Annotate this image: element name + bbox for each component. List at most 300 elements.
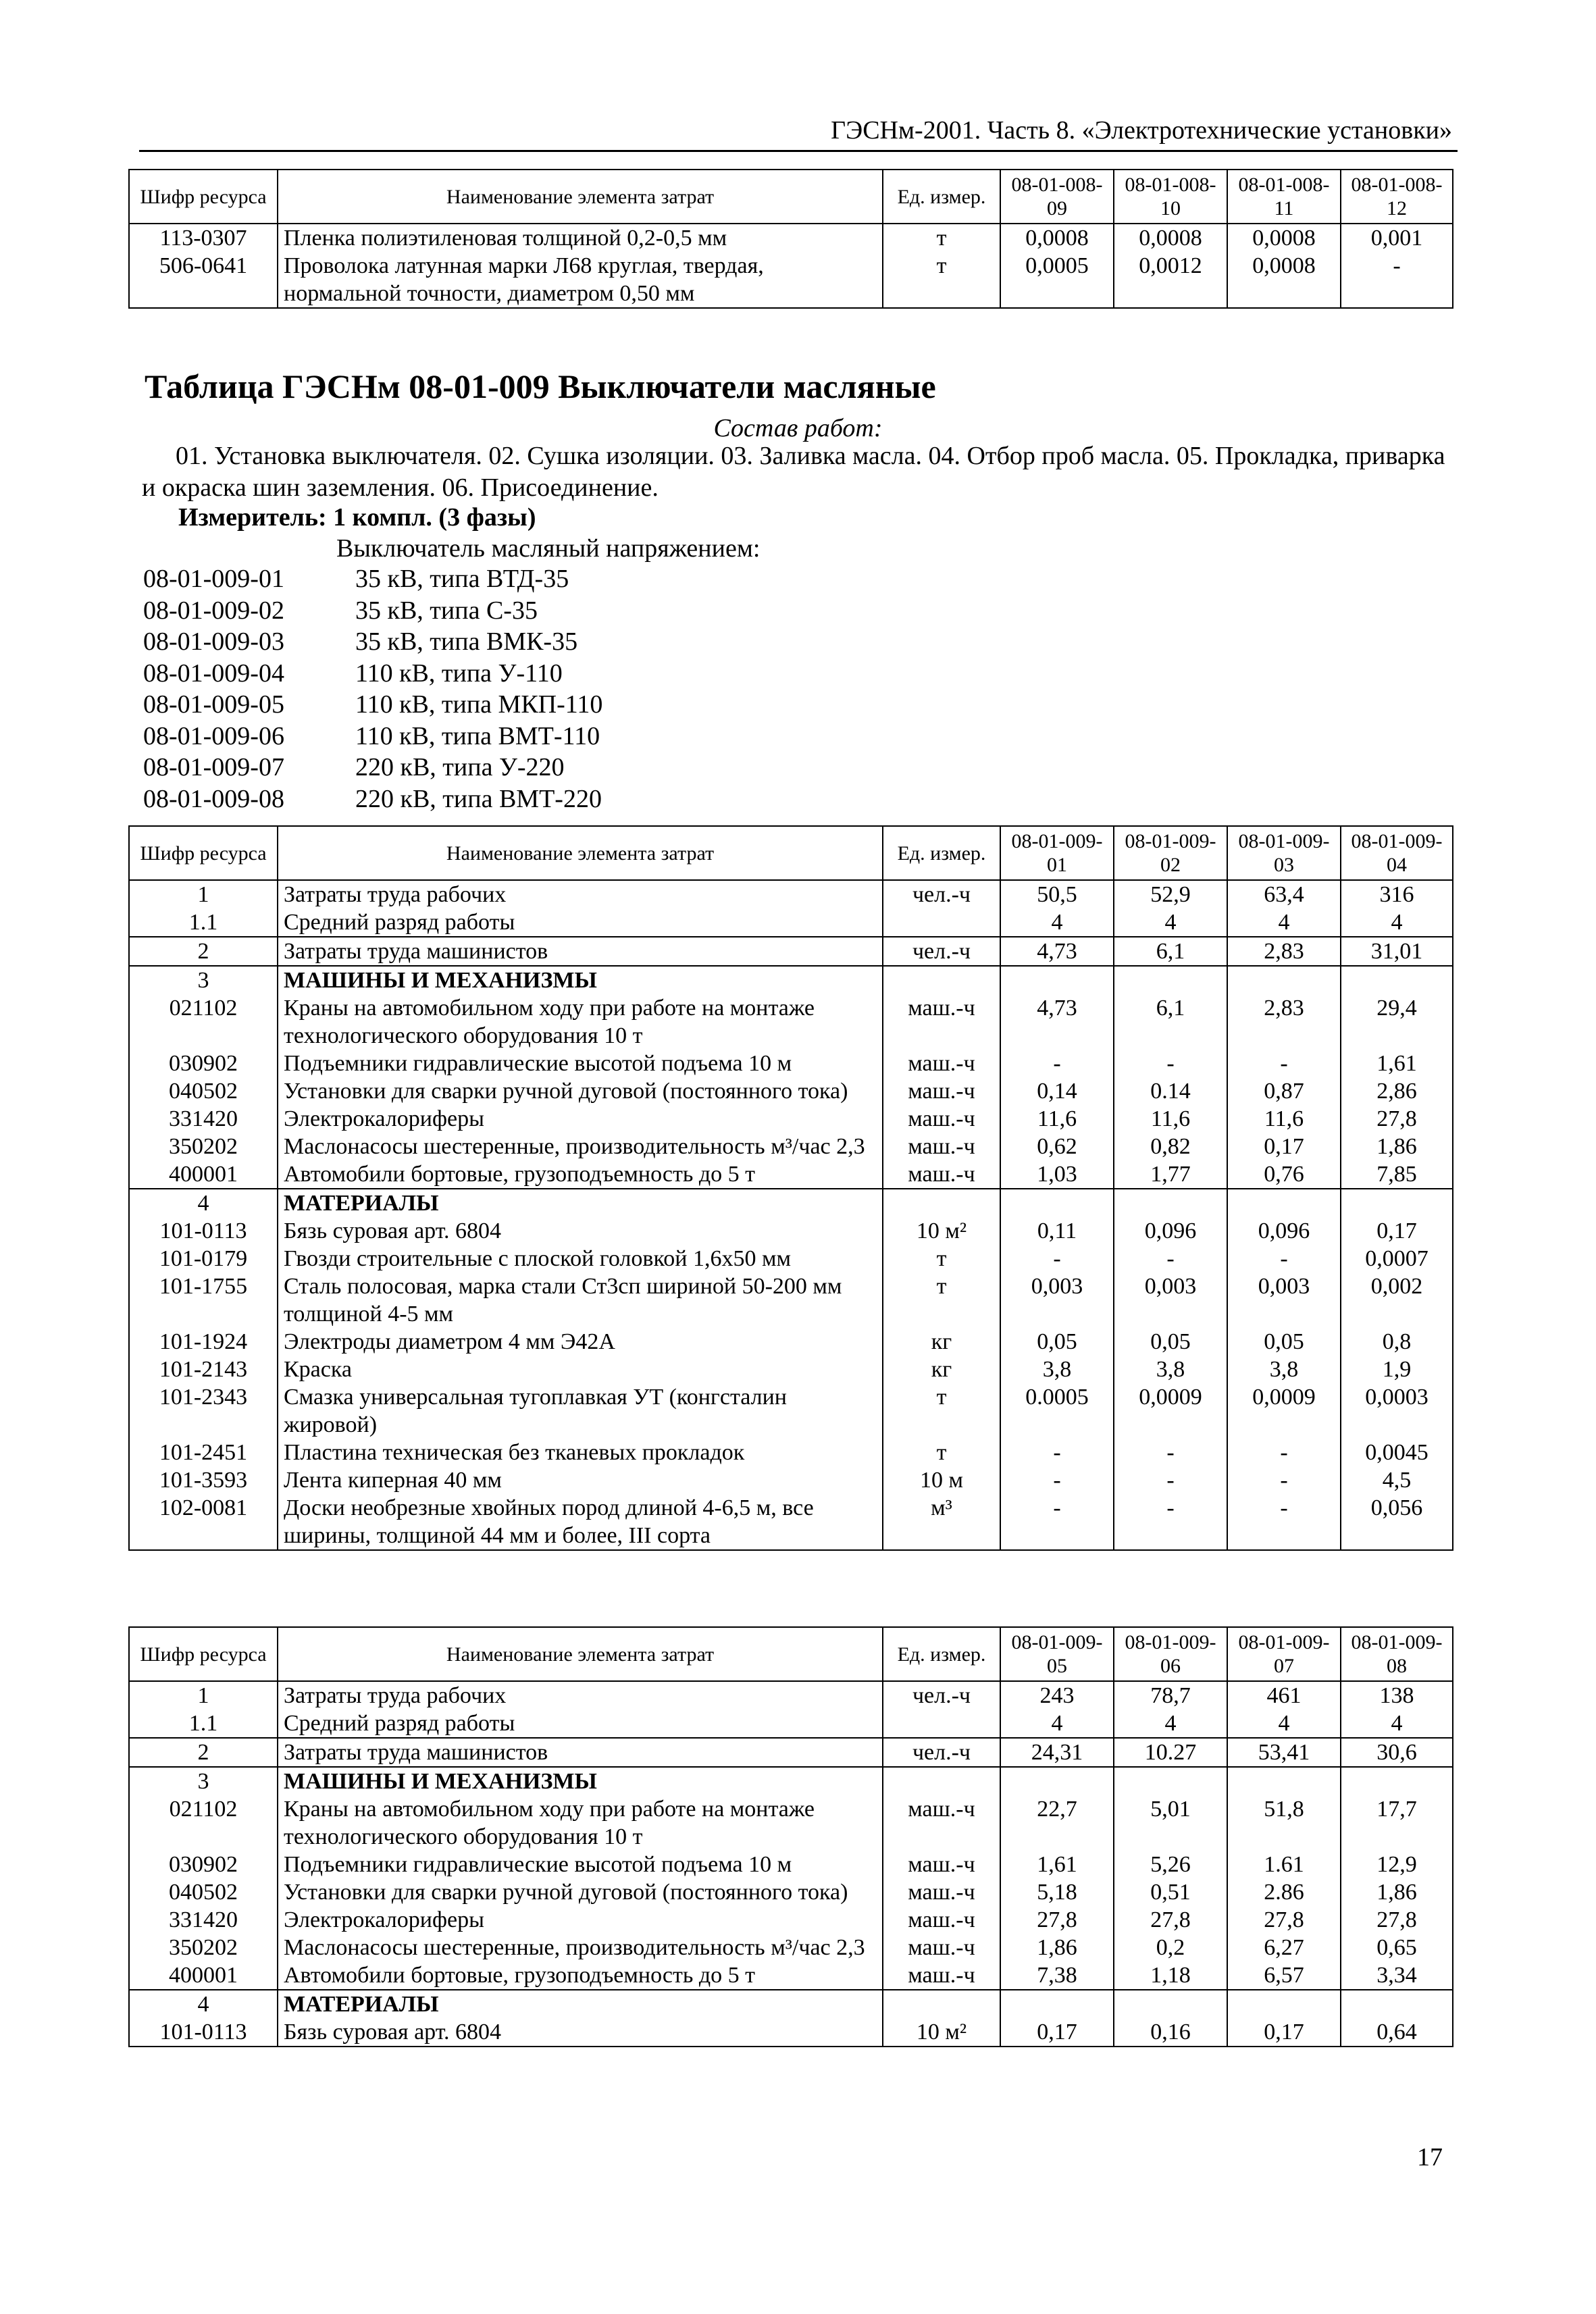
cell-value: 2,86 (1341, 1077, 1453, 1105)
work-composition-label: Состав работ: (713, 414, 883, 442)
header-row (129, 1627, 1453, 1681)
cell-value: - (1114, 1494, 1227, 1550)
cell-value: 22,7 (1000, 1795, 1114, 1851)
cell-value: 6,57 (1227, 1961, 1341, 1990)
cell-unit: маш.-ч (883, 1105, 1000, 1133)
table-row (129, 908, 1453, 937)
cell-name: Средний разряд работы (278, 908, 883, 937)
table-row (129, 1990, 1453, 2018)
cell-unit: маш.-ч (883, 1906, 1000, 1934)
cell-value: - (1114, 1439, 1227, 1466)
cell-value: 138 (1341, 1681, 1453, 1709)
cell-name: Смазка универсальная тугоплавкая УТ (конгсталин жировой) (278, 1383, 883, 1439)
cell-value: 1,9 (1341, 1356, 1453, 1383)
col-header-unit: Ед. измер. (883, 170, 1000, 224)
cell-value: 1,61 (1341, 1050, 1453, 1077)
cell-value: 0,82 (1114, 1133, 1227, 1160)
cell-code: 400001 (129, 1961, 278, 1990)
cell-value: - (1000, 1245, 1114, 1272)
cell-unit: чел.-ч (883, 1681, 1000, 1709)
cell-code: 113-0307 (129, 224, 278, 252)
table-row (129, 1189, 1453, 1217)
cell-code: 350202 (129, 1133, 278, 1160)
cell-unit: т (883, 252, 1000, 308)
variant-code: 08-01-009-05 (143, 690, 284, 719)
cell-code: 101-0179 (129, 1245, 278, 1272)
cell-unit: чел.-ч (883, 937, 1000, 966)
cell-unit (883, 1767, 1000, 1795)
col-header-norm-code: 08-01-009-01 (1000, 826, 1114, 880)
cell-value: - (1227, 1245, 1341, 1272)
cell-value (1227, 1767, 1341, 1795)
cell-value: - (1000, 1439, 1114, 1466)
work-composition-text: 01. Установка выключателя. 02. Сушка изоляции. 03. Заливка масла. 04. Отбор проб масла. 05. Прокладка, приварка и окраска шин заземления. 06. Присоединение. (142, 442, 1445, 502)
cell-value: 0,51 (1114, 1878, 1227, 1906)
cell-value (1227, 1990, 1341, 2018)
cell-value: 4 (1341, 1709, 1453, 1738)
cell-value: 0,0045 (1341, 1439, 1453, 1466)
cell-name: Проволока латунная марки Л68 круглая, твердая, нормальной точности, диаметром 0,50 мм (278, 252, 883, 308)
col-header-norm-code: 08-01-009-08 (1341, 1627, 1453, 1681)
cell-unit (883, 966, 1000, 994)
cell-unit (883, 1990, 1000, 2018)
cell-value (1227, 966, 1341, 994)
cell-unit: маш.-ч (883, 994, 1000, 1050)
cell-code: 021102 (129, 994, 278, 1050)
col-header-code: Шифр ресурса (129, 1627, 278, 1681)
cell-value: 27,8 (1114, 1906, 1227, 1934)
cell-value: 30,6 (1341, 1738, 1453, 1767)
cell-value: 52,9 (1114, 880, 1227, 908)
table-row (129, 1851, 1453, 1878)
cell-code: 101-0113 (129, 2018, 278, 2047)
variant-text: 110 кВ, типа У-110 (355, 659, 563, 688)
variant-text: 220 кВ, типа У-220 (355, 753, 565, 781)
cell-name: Автомобили бортовые, грузоподъемность до 5 т (278, 1961, 883, 1990)
cell-value: - (1227, 1439, 1341, 1466)
cell-value (1227, 1189, 1341, 1217)
cell-value: 4,73 (1000, 937, 1114, 966)
cell-name: Краны на автомобильном ходу при работе на монтаже технологического оборудования 10 т (278, 1795, 883, 1851)
cell-unit: кг (883, 1356, 1000, 1383)
col-header-code: Шифр ресурса (129, 826, 278, 880)
table-row (129, 1439, 1453, 1466)
cell-value: 0,17 (1227, 2018, 1341, 2047)
cell-value: 0,05 (1114, 1328, 1227, 1356)
cell-value: 0,05 (1000, 1328, 1114, 1356)
cell-name: Электроды диаметром 4 мм Э42А (278, 1328, 883, 1356)
table-row (129, 1050, 1453, 1077)
cell-value: 1,86 (1341, 1133, 1453, 1160)
table-row (129, 1160, 1453, 1189)
cell-code: 1.1 (129, 1709, 278, 1738)
cell-value: 0,05 (1227, 1328, 1341, 1356)
running-header-text: ГЭСНм-2001. Часть 8. «Электротехнические установки» (831, 116, 1452, 145)
cell-code: 040502 (129, 1077, 278, 1105)
cell-value: 1,77 (1114, 1160, 1227, 1189)
cell-value: 0,11 (1000, 1217, 1114, 1245)
cell-value: 27,8 (1341, 1105, 1453, 1133)
col-header-name: Наименование элемента затрат (278, 1627, 883, 1681)
cell-value (1000, 966, 1114, 994)
cell-value: 27,8 (1000, 1906, 1114, 1934)
cell-value: 316 (1341, 880, 1453, 908)
cell-value: 2.86 (1227, 1878, 1341, 1906)
cell-value: 5,01 (1114, 1795, 1227, 1851)
cell-value: - (1114, 1050, 1227, 1077)
cell-code: 331420 (129, 1906, 278, 1934)
cell-unit: маш.-ч (883, 1077, 1000, 1105)
cell-value: 51,8 (1227, 1795, 1341, 1851)
variant-text: 35 кВ, типа ВМК-35 (355, 627, 578, 656)
cell-unit: 10 м (883, 1466, 1000, 1494)
cell-name: Установки для сварки ручной дуговой (постоянного тока) (278, 1077, 883, 1105)
cell-unit: маш.-ч (883, 1133, 1000, 1160)
cell-value: 461 (1227, 1681, 1341, 1709)
cell-value: 4 (1341, 908, 1453, 937)
col-header-norm-code: 08-01-009-03 (1227, 826, 1341, 880)
cell-value: 0,096 (1114, 1217, 1227, 1245)
table-row (129, 1494, 1453, 1550)
variant-code: 08-01-009-02 (143, 596, 284, 625)
variant-text: 110 кВ, типа МКП-110 (355, 690, 603, 719)
col-header-name: Наименование элемента затрат (278, 170, 883, 224)
measure-unit: Измеритель: 1 компл. (3 фазы) (178, 503, 536, 532)
cell-unit: 10 м² (883, 1217, 1000, 1245)
variant-text: 110 кВ, типа ВМТ-110 (355, 721, 600, 750)
cell-unit: чел.-ч (883, 1738, 1000, 1767)
cell-value: 78,7 (1114, 1681, 1227, 1709)
cell-unit: т (883, 224, 1000, 252)
cell-name: Средний разряд работы (278, 1709, 883, 1738)
cell-value: 0,096 (1227, 1217, 1341, 1245)
cell-value: 0.14 (1114, 1077, 1227, 1105)
col-header-unit: Ед. измер. (883, 826, 1000, 880)
cell-unit: маш.-ч (883, 1961, 1000, 1990)
cell-value: 0,0007 (1341, 1245, 1453, 1272)
col-header-norm-code: 08-01-009-07 (1227, 1627, 1341, 1681)
cell-value: 11,6 (1000, 1105, 1114, 1133)
cell-value: 63,4 (1227, 880, 1341, 908)
cell-name: Сталь полосовая, марка стали Ст3сп шириной 50-200 мм толщиной 4-5 мм (278, 1272, 883, 1328)
col-header-norm-code: 08-01-009-06 (1114, 1627, 1227, 1681)
cell-value: 0,0012 (1114, 252, 1227, 308)
cell-value (1114, 966, 1227, 994)
variant-code: 08-01-009-01 (143, 565, 284, 593)
cell-unit: кг (883, 1328, 1000, 1356)
cell-code: 030902 (129, 1851, 278, 1878)
cell-value: 4 (1227, 1709, 1341, 1738)
page-number: 17 (1417, 2143, 1443, 2171)
cell-name: Маслонасосы шестеренные, производительность м³/час 2,3 (278, 1934, 883, 1961)
cell-value (1341, 1990, 1453, 2018)
cell-name: Затраты труда машинистов (278, 937, 883, 966)
cell-value: 31,01 (1341, 937, 1453, 966)
cell-unit: маш.-ч (883, 1160, 1000, 1189)
cell-value: 50,5 (1000, 880, 1114, 908)
cell-code: 4 (129, 1990, 278, 2018)
cell-value: 0,003 (1114, 1272, 1227, 1328)
cell-name: Пленка полиэтиленовая толщиной 0,2-0,5 мм (278, 224, 883, 252)
cell-value: 0,17 (1000, 2018, 1114, 2047)
col-header-norm-code: 08-01-009-05 (1000, 1627, 1114, 1681)
cell-code: 3 (129, 966, 278, 994)
cell-value (1000, 1990, 1114, 2018)
cell-value: 6,27 (1227, 1934, 1341, 1961)
variants-intro: Выключатель масляный напряжением: (336, 534, 761, 563)
cell-value: 4,5 (1341, 1466, 1453, 1494)
col-header-norm-code: 08-01-009-04 (1341, 826, 1453, 880)
table-row (129, 1878, 1453, 1906)
cell-code: 040502 (129, 1878, 278, 1906)
cell-value: - (1227, 1050, 1341, 1077)
cell-name: МАШИНЫ И МЕХАНИЗМЫ (278, 1767, 883, 1795)
cell-value: 11,6 (1227, 1105, 1341, 1133)
cell-code: 101-1755 (129, 1272, 278, 1328)
cell-value: 4 (1114, 908, 1227, 937)
cell-value: 4 (1227, 908, 1341, 937)
cell-name: Затраты труда рабочих (278, 880, 883, 908)
cell-value (1341, 1767, 1453, 1795)
cell-unit (883, 908, 1000, 937)
cell-value: 7,85 (1341, 1160, 1453, 1189)
variant-item (143, 658, 602, 690)
table-row (129, 1767, 1453, 1795)
table-row (129, 937, 1453, 966)
variants-list (143, 563, 602, 815)
cell-unit: т (883, 1439, 1000, 1466)
cell-unit: т (883, 1272, 1000, 1328)
table-row (129, 880, 1453, 908)
cell-value: 0,003 (1227, 1272, 1341, 1328)
cell-name: Затраты труда машинистов (278, 1738, 883, 1767)
cell-value: 0,0009 (1114, 1383, 1227, 1439)
cell-value: 24,31 (1000, 1738, 1114, 1767)
table-row (129, 1383, 1453, 1439)
cell-value: - (1341, 252, 1453, 308)
col-header-norm-code: 08-01-008-12 (1341, 170, 1453, 224)
cell-code: 1.1 (129, 908, 278, 937)
cell-value: 6,1 (1114, 937, 1227, 966)
cell-value: 11,6 (1114, 1105, 1227, 1133)
cell-code: 506-0641 (129, 252, 278, 308)
cell-value: 1,61 (1000, 1851, 1114, 1878)
cell-value: 3,8 (1114, 1356, 1227, 1383)
cell-value (1000, 1189, 1114, 1217)
cell-code: 2 (129, 937, 278, 966)
cell-value: 3,8 (1000, 1356, 1114, 1383)
table-row (129, 966, 1453, 994)
table-row (129, 1356, 1453, 1383)
table-row (129, 1217, 1453, 1245)
cell-value: 0,62 (1000, 1133, 1114, 1160)
cell-code: 4 (129, 1189, 278, 1217)
cell-name: Маслонасосы шестеренные, производительность м³/час 2,3 (278, 1133, 883, 1160)
cell-value: 0.0005 (1000, 1383, 1114, 1439)
cell-value: 0,0008 (1000, 224, 1114, 252)
cell-unit: чел.-ч (883, 880, 1000, 908)
cell-value: - (1000, 1050, 1114, 1077)
col-header-norm-code: 08-01-008-10 (1114, 170, 1227, 224)
cell-value (1114, 1990, 1227, 2018)
resource-table-a (128, 825, 1453, 1551)
cell-name: Установки для сварки ручной дуговой (постоянного тока) (278, 1878, 883, 1906)
cell-code: 350202 (129, 1934, 278, 1961)
cell-value (1341, 966, 1453, 994)
cell-value: 27,8 (1341, 1906, 1453, 1934)
cell-code: 400001 (129, 1160, 278, 1189)
table-row (129, 1681, 1453, 1709)
cell-value: 3,8 (1227, 1356, 1341, 1383)
cell-value (1114, 1767, 1227, 1795)
table-row (129, 1934, 1453, 1961)
cell-value: 5,26 (1114, 1851, 1227, 1878)
col-header-norm-code: 08-01-008-11 (1227, 170, 1341, 224)
cell-value (1114, 1189, 1227, 1217)
cell-unit: маш.-ч (883, 1934, 1000, 1961)
cell-unit: т (883, 1245, 1000, 1272)
cell-name: Электрокалориферы (278, 1105, 883, 1133)
cell-value: 2,83 (1227, 994, 1341, 1050)
variant-item (143, 689, 602, 721)
table-row (129, 1133, 1453, 1160)
table-row (129, 1105, 1453, 1133)
cell-value: 0,17 (1227, 1133, 1341, 1160)
table-row (129, 224, 1453, 252)
variant-text: 220 кВ, типа ВМТ-220 (355, 784, 602, 813)
cell-code: 021102 (129, 1795, 278, 1851)
col-header-norm-code: 08-01-009-02 (1114, 826, 1227, 880)
variant-item (143, 721, 602, 752)
cell-value: 1,86 (1000, 1934, 1114, 1961)
cell-value: 12,9 (1341, 1851, 1453, 1878)
table-row (129, 994, 1453, 1050)
cell-code: 1 (129, 880, 278, 908)
cell-name: Подъемники гидравлические высотой подъема 10 м (278, 1851, 883, 1878)
col-header-code: Шифр ресурса (129, 170, 278, 224)
cell-name: МАШИНЫ И МЕХАНИЗМЫ (278, 966, 883, 994)
cell-value: 6,1 (1114, 994, 1227, 1050)
table-row (129, 1328, 1453, 1356)
cell-name: Гвозди строительные с плоской головкой 1,6х50 мм (278, 1245, 883, 1272)
table-row (129, 1906, 1453, 1934)
col-header-norm-code: 08-01-008-09 (1000, 170, 1114, 224)
header-row (129, 826, 1453, 880)
variant-item (143, 595, 602, 627)
cell-code: 030902 (129, 1050, 278, 1077)
cell-unit: маш.-ч (883, 1851, 1000, 1878)
cell-code: 101-0113 (129, 1217, 278, 1245)
cell-name: Краны на автомобильном ходу при работе на монтаже технологического оборудования 10 т (278, 994, 883, 1050)
cell-value: 243 (1000, 1681, 1114, 1709)
cell-name: Автомобили бортовые, грузоподъемность до 5 т (278, 1160, 883, 1189)
cell-value: 0,002 (1341, 1272, 1453, 1328)
table-row (129, 2018, 1453, 2047)
cell-value: 4 (1000, 908, 1114, 937)
variant-code: 08-01-009-04 (143, 659, 284, 688)
cell-code: 2 (129, 1738, 278, 1767)
cell-value: 1,03 (1000, 1160, 1114, 1189)
cell-value: 53,41 (1227, 1738, 1341, 1767)
col-header-unit: Ед. измер. (883, 1627, 1000, 1681)
cell-value: 4 (1114, 1709, 1227, 1738)
cell-code: 101-2143 (129, 1356, 278, 1383)
cell-value: 0,64 (1341, 2018, 1453, 2047)
cell-value: 5,18 (1000, 1878, 1114, 1906)
table-row (129, 1245, 1453, 1272)
variant-code: 08-01-009-06 (143, 721, 284, 750)
cell-value: 7,38 (1000, 1961, 1114, 1990)
cell-unit: 10 м² (883, 2018, 1000, 2047)
cell-name: МАТЕРИАЛЫ (278, 1189, 883, 1217)
table-row (129, 252, 1453, 308)
table-row (129, 1709, 1453, 1738)
cell-value: 0,16 (1114, 2018, 1227, 2047)
cell-code: 3 (129, 1767, 278, 1795)
table-row (129, 1795, 1453, 1851)
variant-code: 08-01-009-03 (143, 627, 284, 656)
cell-unit: маш.-ч (883, 1795, 1000, 1851)
cell-unit: м³ (883, 1494, 1000, 1550)
cell-value: 27,8 (1227, 1906, 1341, 1934)
cell-name: Краска (278, 1356, 883, 1383)
table-row (129, 1961, 1453, 1990)
cell-value: 1,86 (1341, 1878, 1453, 1906)
cell-value: - (1114, 1245, 1227, 1272)
cell-unit: т (883, 1383, 1000, 1439)
cell-value: - (1000, 1466, 1114, 1494)
cell-value: 4 (1000, 1709, 1114, 1738)
resource-table-top (128, 169, 1453, 309)
cell-value: 0,2 (1114, 1934, 1227, 1961)
cell-value: 0,001 (1341, 224, 1453, 252)
cell-value: 0,003 (1000, 1272, 1114, 1328)
cell-value: 0,76 (1227, 1160, 1341, 1189)
cell-value: 0,87 (1227, 1077, 1341, 1105)
cell-value: 1,18 (1114, 1961, 1227, 1990)
cell-value: 0,0003 (1341, 1383, 1453, 1439)
cell-value: 0,0008 (1227, 224, 1341, 252)
cell-unit: маш.-ч (883, 1050, 1000, 1077)
cell-value: 17,7 (1341, 1795, 1453, 1851)
cell-value: 0,0008 (1114, 224, 1227, 252)
cell-value: 0,0005 (1000, 252, 1114, 308)
cell-name: Бязь суровая арт. 6804 (278, 2018, 883, 2047)
cell-unit (883, 1709, 1000, 1738)
cell-unit: маш.-ч (883, 1878, 1000, 1906)
cell-unit (883, 1189, 1000, 1217)
cell-value: 1.61 (1227, 1851, 1341, 1878)
cell-name: Доски необрезные хвойных пород длиной 4-6,5 м, все ширины, толщиной 44 мм и более, III сорта (278, 1494, 883, 1550)
cell-code: 101-1924 (129, 1328, 278, 1356)
cell-value: 0,0008 (1227, 252, 1341, 308)
cell-code: 331420 (129, 1105, 278, 1133)
variant-item (143, 783, 602, 815)
table-row (129, 1466, 1453, 1494)
cell-name: Подъемники гидравлические высотой подъема 10 м (278, 1050, 883, 1077)
variant-code: 08-01-009-07 (143, 753, 284, 781)
cell-name: МАТЕРИАЛЫ (278, 1990, 883, 2018)
cell-value: - (1000, 1494, 1114, 1550)
cell-code: 102-0081 (129, 1494, 278, 1550)
cell-value: - (1227, 1466, 1341, 1494)
cell-name: Лента киперная 40 мм (278, 1466, 883, 1494)
cell-value: 2,83 (1227, 937, 1341, 966)
cell-value: 0,65 (1341, 1934, 1453, 1961)
variant-text: 35 кВ, типа ВТД-35 (355, 565, 569, 593)
cell-code: 101-2451 (129, 1439, 278, 1466)
table-row (129, 1077, 1453, 1105)
